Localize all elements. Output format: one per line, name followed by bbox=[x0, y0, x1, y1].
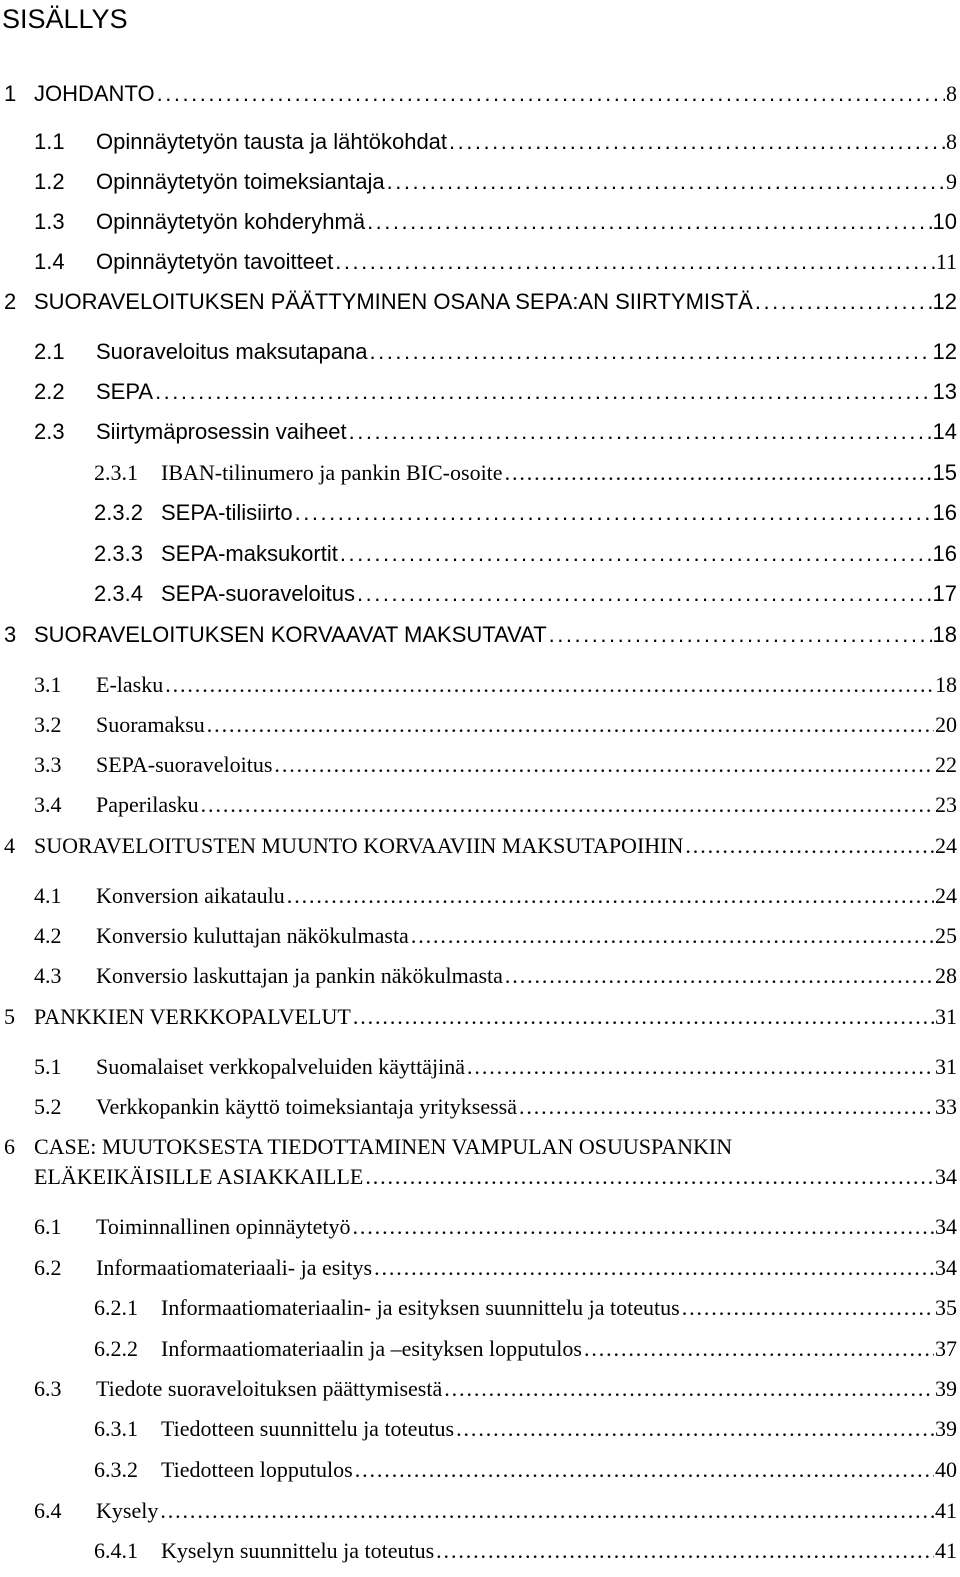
toc-page-number: 17 bbox=[932, 581, 957, 606]
toc-entry[interactable] bbox=[0, 338, 957, 378]
toc-entry-title: SEPA-suoraveloitus bbox=[96, 752, 273, 777]
toc-entry-number: 4 bbox=[4, 833, 15, 858]
toc-entry-number: 2.1 bbox=[34, 339, 65, 364]
toc-entry-title: SUORAVELOITUKSEN PÄÄTTYMINEN OSANA SEPA:AN SIIRTYMISTÄ bbox=[34, 289, 753, 314]
toc-entry-number: 6.3 bbox=[34, 1376, 62, 1401]
toc-entry-number: 6.2.2 bbox=[94, 1336, 138, 1361]
toc-title: SISÄLLYS bbox=[2, 4, 128, 34]
toc-dot-leader bbox=[352, 1213, 934, 1241]
toc-dot-leader bbox=[549, 621, 932, 649]
toc-entry-number: 5.1 bbox=[34, 1054, 62, 1079]
toc-entry-number: 2.3.2 bbox=[94, 500, 143, 525]
toc-page-number: 14 bbox=[932, 419, 957, 444]
toc-entry-number: 6.4.1 bbox=[94, 1538, 138, 1563]
toc-entry[interactable] bbox=[0, 962, 957, 1002]
toc-entry-number: 3.1 bbox=[34, 672, 62, 697]
toc-entry-number: 6.1 bbox=[34, 1214, 62, 1239]
toc-dot-leader bbox=[374, 1254, 934, 1282]
toc-entry-number: 6.3.2 bbox=[94, 1457, 138, 1482]
toc-dot-leader bbox=[274, 751, 934, 779]
toc-entry-title: Verkkopankin käyttö toimeksiantaja yrityksessä bbox=[96, 1094, 517, 1119]
toc-dot-leader bbox=[436, 1537, 934, 1565]
toc-entry[interactable] bbox=[0, 80, 957, 120]
toc-entry-title: Opinnäytetyön toimeksiantaja bbox=[96, 169, 385, 194]
toc-entry[interactable] bbox=[0, 128, 957, 168]
toc-page-number: 9 bbox=[946, 169, 957, 194]
toc-entry-number: 5 bbox=[4, 1004, 15, 1029]
toc-entry[interactable] bbox=[0, 168, 957, 208]
toc-page-number: 34 bbox=[935, 1164, 957, 1189]
toc-dot-leader bbox=[505, 962, 934, 990]
toc-dot-leader bbox=[160, 1497, 934, 1525]
toc-entry[interactable] bbox=[0, 1003, 957, 1043]
toc-entry[interactable] bbox=[0, 288, 957, 328]
toc-page-number: 10 bbox=[932, 209, 957, 234]
toc-entry-title: SEPA-suoraveloitus bbox=[161, 581, 356, 606]
toc-page-number: 34 bbox=[935, 1255, 957, 1280]
toc-entry-number: 3 bbox=[4, 622, 17, 647]
toc-entry-title: SEPA-maksukortit bbox=[161, 541, 338, 566]
toc-page-number: 8 bbox=[946, 81, 957, 106]
toc-page-number: 25 bbox=[935, 923, 957, 948]
toc-entry[interactable] bbox=[0, 208, 957, 248]
toc-entry[interactable] bbox=[0, 540, 957, 580]
toc-dot-leader bbox=[340, 540, 932, 568]
toc-entry-title: Tiedote suoraveloituksen päättymisestä bbox=[96, 1376, 443, 1401]
toc-entry-title: JOHDANTO bbox=[34, 81, 155, 106]
toc-dot-leader bbox=[449, 128, 945, 156]
toc-page-number: 34 bbox=[935, 1214, 957, 1239]
toc-page-number: 28 bbox=[935, 963, 957, 988]
toc-entry[interactable] bbox=[0, 580, 957, 620]
toc-entry-number: 6.2 bbox=[34, 1255, 62, 1280]
toc-entry-title: SEPA-tilisiirto bbox=[161, 500, 293, 525]
toc-entry-title: Informaatiomateriaalin- ja esityksen suunnittelu ja toteutus bbox=[161, 1295, 680, 1320]
toc-entry[interactable] bbox=[0, 459, 957, 499]
toc-entry-number: 1.4 bbox=[34, 249, 65, 274]
toc-entry[interactable] bbox=[0, 1497, 957, 1537]
toc-dot-leader bbox=[411, 922, 934, 950]
toc-dot-leader bbox=[349, 418, 932, 446]
toc-dot-leader bbox=[505, 459, 932, 487]
toc-entry-title: E-lasku bbox=[96, 672, 164, 697]
toc-entry-title: PANKKIEN VERKKOPALVELUT bbox=[34, 1004, 351, 1029]
toc-page-number: 31 bbox=[935, 1004, 957, 1029]
toc-entry-number: 3.3 bbox=[34, 752, 62, 777]
toc-entry-title: SUORAVELOITUSTEN MUUNTO KORVAAVIIN MAKSUTAPOIHIN bbox=[34, 833, 684, 858]
toc-dot-leader bbox=[755, 288, 932, 316]
toc-dot-leader bbox=[370, 338, 932, 366]
toc-entry-title: Toiminnallinen opinnäytetyö bbox=[96, 1214, 351, 1239]
toc-entry[interactable] bbox=[0, 711, 957, 751]
toc-entry[interactable] bbox=[0, 1456, 957, 1496]
toc-page-number: 23 bbox=[935, 792, 957, 817]
toc-entry-title: Informaatiomateriaalin ja –esityksen lopputulos bbox=[161, 1336, 582, 1361]
toc-page-number: 35 bbox=[935, 1295, 957, 1320]
toc-page-number: 18 bbox=[932, 622, 957, 647]
toc-entry-title: SEPA bbox=[96, 379, 154, 404]
toc-entry-number: 5.2 bbox=[34, 1094, 62, 1119]
toc-entry-number: 1.3 bbox=[34, 209, 65, 234]
toc-entry[interactable] bbox=[0, 1294, 957, 1334]
toc-dot-leader bbox=[295, 499, 932, 527]
toc-dot-leader bbox=[155, 378, 931, 406]
toc-entry-number: 3.2 bbox=[34, 712, 62, 737]
toc-entry[interactable] bbox=[0, 1213, 957, 1253]
toc-page-number: 15 bbox=[932, 460, 957, 485]
toc-entry-number: 6 bbox=[4, 1134, 15, 1159]
toc-dot-leader bbox=[207, 711, 934, 739]
toc-entry-number: 4.1 bbox=[34, 883, 62, 908]
toc-entry-number: 3.4 bbox=[34, 792, 62, 817]
toc-page-number: 22 bbox=[935, 752, 957, 777]
toc-page-number: 16 bbox=[932, 500, 957, 525]
toc-entry[interactable] bbox=[0, 791, 957, 831]
toc-entry-number: 2.3.1 bbox=[94, 460, 138, 485]
toc-entry[interactable] bbox=[0, 1335, 957, 1375]
toc-page-number: 16 bbox=[932, 541, 957, 566]
toc-entry-title: Suomalaiset verkkopalveluiden käyttäjinä bbox=[96, 1054, 466, 1079]
toc-entry[interactable] bbox=[0, 1254, 957, 1294]
toc-dot-leader bbox=[357, 580, 932, 608]
toc-entry[interactable] bbox=[0, 1537, 957, 1577]
toc-dot-leader bbox=[519, 1093, 934, 1121]
toc-entry[interactable] bbox=[0, 1133, 957, 1205]
toc-dot-leader bbox=[201, 791, 934, 819]
toc-entry-title: Kysely bbox=[96, 1498, 159, 1523]
toc-entry-number: 2.2 bbox=[34, 379, 65, 404]
toc-entry[interactable] bbox=[0, 1415, 957, 1455]
toc-entry[interactable] bbox=[0, 499, 957, 539]
toc-entry-number: 2.3 bbox=[34, 419, 65, 444]
toc-page-number: 41 bbox=[935, 1538, 957, 1563]
toc-dot-leader bbox=[165, 671, 934, 699]
toc-entry[interactable] bbox=[0, 418, 957, 458]
toc-entry-title: Opinnäytetyön kohderyhmä bbox=[96, 209, 366, 234]
toc-dot-leader bbox=[367, 208, 931, 236]
toc-entry-title: Siirtymäprosessin vaiheet bbox=[96, 419, 347, 444]
toc-entry-title: Kyselyn suunnittelu ja toteutus bbox=[161, 1538, 435, 1563]
toc-entry[interactable] bbox=[0, 882, 957, 922]
toc-page-number: 40 bbox=[935, 1457, 957, 1482]
toc-entry-title: Tiedotteen suunnittelu ja toteutus bbox=[161, 1416, 455, 1441]
toc-entry-title: SUORAVELOITUKSEN KORVAAVAT MAKSUTAVAT bbox=[34, 622, 547, 647]
toc-entry-title: Informaatiomateriaali- ja esitys bbox=[96, 1255, 373, 1280]
toc-entry-number: 2 bbox=[4, 289, 17, 314]
toc-entry[interactable] bbox=[0, 671, 957, 711]
toc-entry-number: 2.3.4 bbox=[94, 581, 143, 606]
toc-page-number: 33 bbox=[935, 1094, 957, 1119]
toc-entry-title-line2: ELÄKEIKÄISILLE ASIAKKAILLE bbox=[34, 1164, 364, 1189]
toc-entry[interactable] bbox=[0, 751, 957, 791]
toc-dot-leader bbox=[584, 1335, 934, 1363]
toc-page-number: 41 bbox=[935, 1498, 957, 1523]
toc-dot-leader bbox=[387, 168, 945, 196]
toc-dot-leader bbox=[353, 1003, 934, 1031]
toc-page-number: 20 bbox=[935, 712, 957, 737]
toc-entry-title: Opinnäytetyön tausta ja lähtökohdat bbox=[96, 129, 448, 154]
toc-entry-number: 4.2 bbox=[34, 923, 62, 948]
toc-entry-number: 4.3 bbox=[34, 963, 62, 988]
toc-entry-number: 1 bbox=[4, 81, 17, 106]
toc-page-number: 24 bbox=[935, 833, 957, 858]
toc-entry-title: Paperilasku bbox=[96, 792, 199, 817]
toc-entry-title: Opinnäytetyön tavoitteet bbox=[96, 249, 334, 274]
toc-entry-title: Tiedotteen lopputulos bbox=[161, 1457, 353, 1482]
toc-page-number: 31 bbox=[935, 1054, 957, 1079]
toc-dot-leader bbox=[157, 80, 945, 108]
toc-entry-number: 6.2.1 bbox=[94, 1295, 138, 1320]
toc-page-number: 39 bbox=[935, 1376, 957, 1401]
toc-entry[interactable] bbox=[0, 922, 957, 962]
toc-entry-number: 1.2 bbox=[34, 169, 65, 194]
toc-page-number: 8 bbox=[946, 129, 957, 154]
toc-entry-title: Konversio laskuttajan ja pankin näkökulmasta bbox=[96, 963, 503, 988]
toc-entry-number: 2.3.3 bbox=[94, 541, 143, 566]
toc-entry-title: IBAN-tilinumero ja pankin BIC-osoite bbox=[161, 460, 503, 485]
toc-dot-leader bbox=[444, 1375, 934, 1403]
toc-entry-number: 6.4 bbox=[34, 1498, 62, 1523]
toc-entry-title: Suoraveloitus maksutapana bbox=[96, 339, 368, 364]
toc-dot-leader bbox=[467, 1053, 934, 1081]
toc-entry[interactable] bbox=[0, 1093, 957, 1133]
toc-dot-leader bbox=[682, 1294, 934, 1322]
toc-entry[interactable] bbox=[0, 1375, 957, 1415]
toc-dot-leader bbox=[335, 248, 935, 276]
toc-entry[interactable] bbox=[0, 378, 957, 418]
toc-dot-leader bbox=[685, 832, 934, 860]
toc-entry[interactable] bbox=[0, 621, 957, 661]
toc-entry-title: Konversio kuluttajan näkökulmasta bbox=[96, 923, 409, 948]
toc-dot-leader bbox=[355, 1456, 934, 1484]
toc-entry[interactable] bbox=[0, 832, 957, 872]
toc-page-number: 11 bbox=[935, 249, 957, 274]
toc-dot-leader bbox=[456, 1415, 934, 1443]
toc-page-number: 18 bbox=[935, 672, 957, 697]
toc-page-number: 12 bbox=[932, 339, 957, 364]
toc-page-number: 39 bbox=[935, 1416, 957, 1441]
toc-page-number: 13 bbox=[932, 379, 957, 404]
toc-entry-title: Konversion aikataulu bbox=[96, 883, 285, 908]
toc-page-number: 24 bbox=[935, 883, 957, 908]
toc-entry-title: Suoramaksu bbox=[96, 712, 205, 737]
toc-entry-number: 6.3.1 bbox=[94, 1416, 138, 1441]
toc-page-number: 12 bbox=[932, 289, 957, 314]
toc-entry[interactable] bbox=[0, 1053, 957, 1093]
toc-dot-leader bbox=[365, 1163, 934, 1191]
toc-entry-number: 1.1 bbox=[34, 129, 65, 154]
toc-entry[interactable] bbox=[0, 248, 957, 288]
toc-dot-leader bbox=[287, 882, 934, 910]
toc-page-number: 37 bbox=[935, 1336, 957, 1361]
toc-entry-title-line1: CASE: MUUTOKSESTA TIEDOTTAMINEN VAMPULAN OSUUSPANKIN bbox=[34, 1134, 733, 1159]
